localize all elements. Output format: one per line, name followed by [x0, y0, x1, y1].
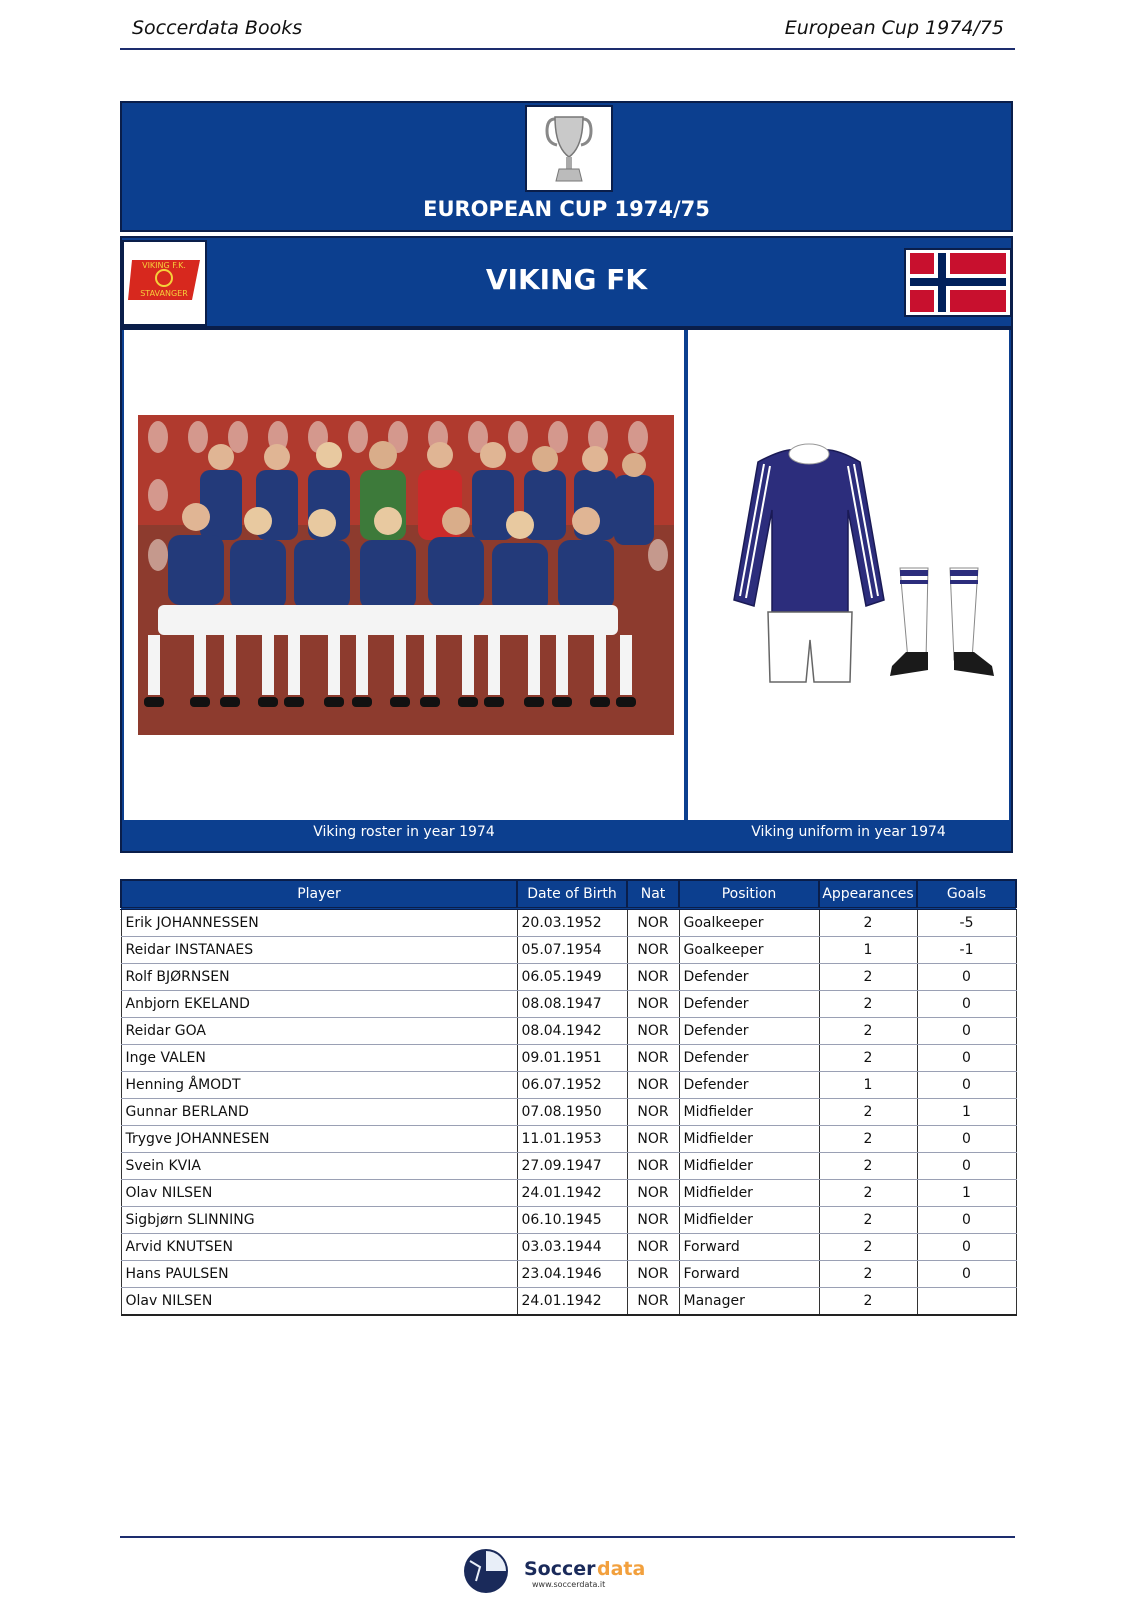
uniform-area — [688, 330, 1009, 820]
table-row — [121, 1153, 1016, 1180]
appearances: 2 — [819, 1126, 917, 1153]
date-of-birth: 23.04.1946 — [517, 1261, 627, 1288]
header-rule — [120, 48, 1015, 50]
table-row — [121, 1261, 1016, 1288]
position: Goalkeeper — [679, 937, 819, 964]
player-name: Reidar GOA — [121, 1018, 517, 1045]
goals: 0 — [917, 1234, 1016, 1261]
appearances: 2 — [819, 1153, 917, 1180]
position: Midfielder — [679, 1180, 819, 1207]
date-of-birth: 03.03.1944 — [517, 1234, 627, 1261]
date-of-birth: 27.09.1947 — [517, 1153, 627, 1180]
date-of-birth: 09.01.1951 — [517, 1045, 627, 1072]
col-header-dob: Date of Birth — [517, 880, 627, 909]
crest-text-bottom: STAVANGER — [140, 289, 188, 298]
goals: 0 — [917, 1261, 1016, 1288]
appearances: 2 — [819, 1045, 917, 1072]
trophy-image — [525, 105, 613, 192]
nationality: NOR — [627, 991, 679, 1018]
player-name: Arvid KNUTSEN — [121, 1234, 517, 1261]
date-of-birth: 05.07.1954 — [517, 937, 627, 964]
norway-flag — [904, 248, 1012, 317]
goals: -5 — [917, 909, 1016, 937]
date-of-birth: 24.01.1942 — [517, 1180, 627, 1207]
nationality: NOR — [627, 1099, 679, 1126]
nationality: NOR — [627, 1261, 679, 1288]
running-header-right: European Cup 1974/75 — [784, 17, 1004, 39]
appearances: 2 — [819, 1207, 917, 1234]
position: Midfielder — [679, 1126, 819, 1153]
nationality: NOR — [627, 909, 679, 937]
nationality: NOR — [627, 1045, 679, 1072]
nationality: NOR — [627, 1153, 679, 1180]
player-name: Inge VALEN — [121, 1045, 517, 1072]
goals: 0 — [917, 1126, 1016, 1153]
appearances: 2 — [819, 1261, 917, 1288]
logo-url: www.soccerdata.it — [532, 1580, 606, 1589]
date-of-birth: 08.08.1947 — [517, 991, 627, 1018]
table-row — [121, 964, 1016, 991]
date-of-birth: 11.01.1953 — [517, 1126, 627, 1153]
date-of-birth: 08.04.1942 — [517, 1018, 627, 1045]
goals — [917, 1288, 1016, 1316]
player-name: Reidar INSTANAES — [121, 937, 517, 964]
player-name: Hans PAULSEN — [121, 1261, 517, 1288]
nationality: NOR — [627, 1180, 679, 1207]
appearances: 2 — [819, 1018, 917, 1045]
roster-photo-area — [124, 330, 684, 820]
player-name: Svein KVIA — [121, 1153, 517, 1180]
col-header-player: Player — [121, 880, 517, 909]
date-of-birth: 06.05.1949 — [517, 964, 627, 991]
player-name: Erik JOHANNESSEN — [121, 909, 517, 937]
appearances: 2 — [819, 1099, 917, 1126]
date-of-birth: 20.03.1952 — [517, 909, 627, 937]
player-name: Gunnar BERLAND — [121, 1099, 517, 1126]
table-row — [121, 1234, 1016, 1261]
position: Forward — [679, 1261, 819, 1288]
appearances: 2 — [819, 991, 917, 1018]
nationality: NOR — [627, 1126, 679, 1153]
nationality: NOR — [627, 1288, 679, 1316]
goals: 1 — [917, 1099, 1016, 1126]
goals: 0 — [917, 991, 1016, 1018]
table-row — [121, 937, 1016, 964]
roster-table — [120, 879, 1017, 1316]
table-row — [121, 1288, 1016, 1316]
position: Defender — [679, 1072, 819, 1099]
player-name: Olav NILSEN — [121, 1180, 517, 1207]
nationality: NOR — [627, 1072, 679, 1099]
nationality: NOR — [627, 964, 679, 991]
player-name: Henning ÅMODT — [121, 1072, 517, 1099]
appearances: 2 — [819, 909, 917, 937]
goals: 0 — [917, 1045, 1016, 1072]
goals: 0 — [917, 1018, 1016, 1045]
logo-text-dark: Soccer — [524, 1558, 596, 1580]
appearances: 1 — [819, 937, 917, 964]
position: Defender — [679, 964, 819, 991]
soccerdata-ball-icon — [460, 1545, 646, 1597]
nationality: NOR — [627, 1234, 679, 1261]
team-name: VIKING FK — [485, 263, 648, 296]
competition-title: EUROPEAN CUP 1974/75 — [423, 197, 710, 221]
col-header-position: Position — [679, 880, 819, 909]
trophy-icon — [527, 107, 611, 190]
position: Defender — [679, 1018, 819, 1045]
date-of-birth: 24.01.1942 — [517, 1288, 627, 1316]
position: Defender — [679, 991, 819, 1018]
date-of-birth: 07.08.1950 — [517, 1099, 627, 1126]
appearances: 2 — [819, 1180, 917, 1207]
position: Midfielder — [679, 1207, 819, 1234]
position: Defender — [679, 1045, 819, 1072]
date-of-birth: 06.10.1945 — [517, 1207, 627, 1234]
footer-rule — [120, 1536, 1015, 1538]
table-row — [121, 1180, 1016, 1207]
nationality: NOR — [627, 1018, 679, 1045]
norway-flag-icon — [906, 250, 1010, 315]
player-name: Sigbjørn SLINNING — [121, 1207, 517, 1234]
table-header-row — [121, 880, 1016, 909]
soccerdata-logo — [460, 1545, 646, 1597]
table-row — [121, 1207, 1016, 1234]
goals: 0 — [917, 1153, 1016, 1180]
team-photo — [138, 415, 674, 735]
crest-text-top: VIKING F.K. — [142, 261, 186, 270]
table-row — [121, 1126, 1016, 1153]
col-header-nat: Nat — [627, 880, 679, 909]
col-header-goals: Goals — [917, 880, 1016, 909]
goals: 0 — [917, 964, 1016, 991]
table-row — [121, 1018, 1016, 1045]
table-row — [121, 991, 1016, 1018]
roster-caption: Viking roster in year 1974 — [313, 824, 495, 840]
table-row — [121, 909, 1016, 937]
table-row — [121, 1072, 1016, 1099]
appearances: 2 — [819, 1288, 917, 1316]
goals: -1 — [917, 937, 1016, 964]
table-row — [121, 1099, 1016, 1126]
position: Manager — [679, 1288, 819, 1316]
goals: 0 — [917, 1072, 1016, 1099]
appearances: 2 — [819, 1234, 917, 1261]
position: Forward — [679, 1234, 819, 1261]
position: Midfielder — [679, 1099, 819, 1126]
goals: 0 — [917, 1207, 1016, 1234]
col-header-appearances: Appearances — [819, 880, 917, 909]
player-name: Olav NILSEN — [121, 1288, 517, 1316]
appearances: 2 — [819, 964, 917, 991]
player-name: Anbjorn EKELAND — [121, 991, 517, 1018]
appearances: 1 — [819, 1072, 917, 1099]
date-of-birth: 06.07.1952 — [517, 1072, 627, 1099]
uniform-caption: Viking uniform in year 1974 — [751, 824, 946, 840]
logo-text-light: data — [597, 1558, 646, 1580]
uniform-kit — [688, 330, 1009, 820]
player-name: Rolf BJØRNSEN — [121, 964, 517, 991]
player-name: Trygve JOHANNESEN — [121, 1126, 517, 1153]
nationality: NOR — [627, 937, 679, 964]
table-row — [121, 1045, 1016, 1072]
position: Midfielder — [679, 1153, 819, 1180]
running-header-left: Soccerdata Books — [132, 17, 303, 39]
nationality: NOR — [627, 1207, 679, 1234]
goals: 1 — [917, 1180, 1016, 1207]
position: Goalkeeper — [679, 909, 819, 937]
